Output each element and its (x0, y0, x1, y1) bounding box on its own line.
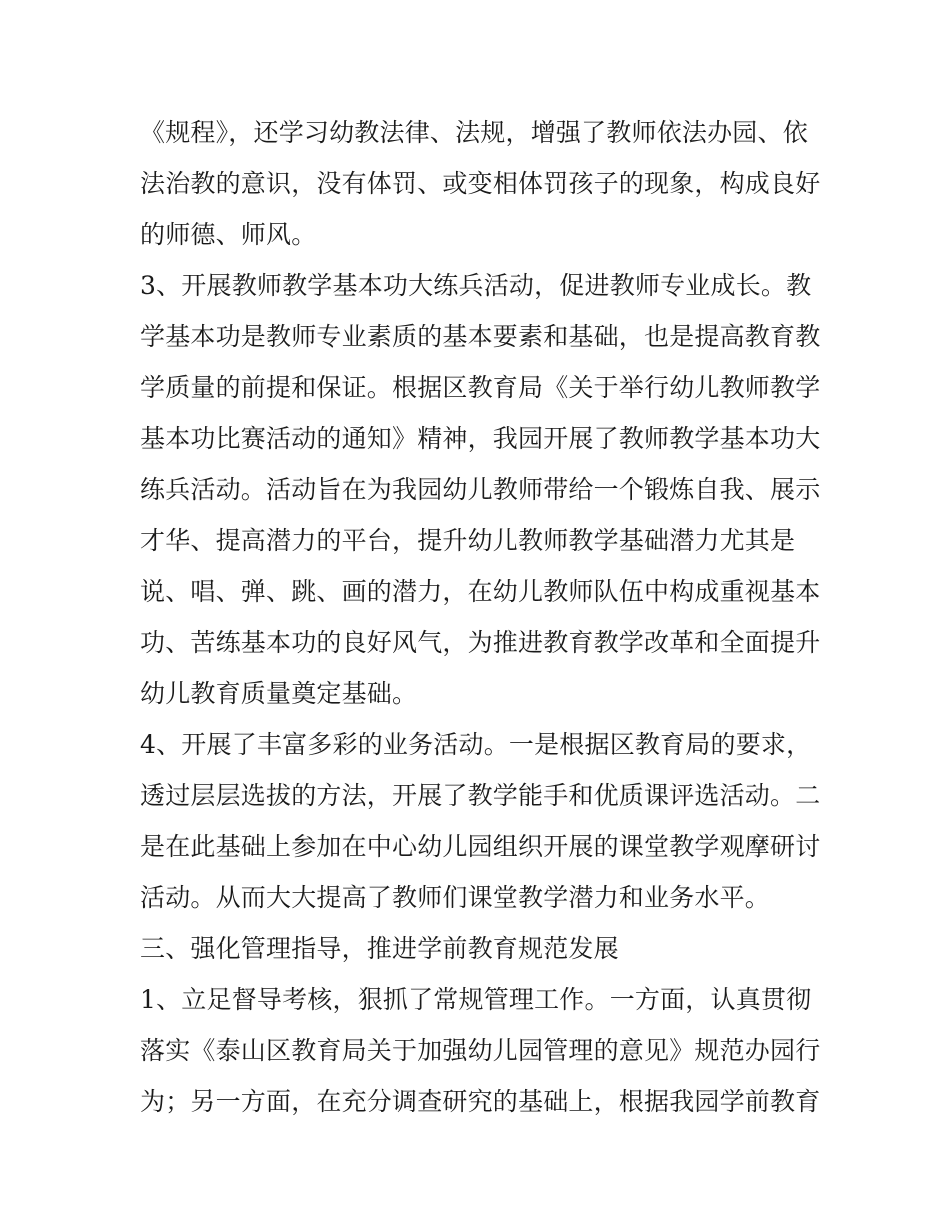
text-line: 落实《泰山区教育局关于加强幼儿园管理的意见》规范办园行 (140, 1036, 821, 1065)
text-line: 幼儿教育质量奠定基础。 (140, 679, 418, 708)
text-line: 学质量的前提和保证。根据区教育局《关于举行幼儿教师教学 (140, 373, 821, 402)
text-line: 3、开展教师教学基本功大练兵活动，促进教师专业成长。教 (140, 271, 812, 300)
text-line: 的师德、师风。 (140, 220, 317, 249)
text-line: 练兵活动。活动旨在为我园幼儿教师带给一个锻炼自我、展示 (140, 475, 821, 504)
text-line: 法治教的意识，没有体罚、或变相体罚孩子的现象，构成良好 (140, 169, 821, 198)
text-line: 4、开展了丰富多彩的业务活动。一是根据区教育局的要求， (140, 730, 812, 759)
text-line: 说、唱、弹、跳、画的潜力，在幼儿教师队伍中构成重视基本 (140, 577, 821, 606)
text-line: 《规程》，还学习幼教法律、法规，增强了教师依法办园、依 (140, 118, 808, 147)
text-line: 活动。从而大大提高了教师们课堂教学潜力和业务水平。 (140, 883, 771, 912)
text-line: 才华、提高潜力的平台，提升幼儿教师教学基础潜力尤其是 (140, 526, 796, 555)
text-line: 透过层层选拔的方法，开展了教学能手和优质课评选活动。二 (140, 781, 821, 810)
text-line: 是在此基础上参加在中心幼儿园组织开展的课堂教学观摩研讨 (140, 832, 821, 861)
section-heading: 三、强化管理指导，推进学前教育规范发展 (140, 934, 619, 963)
text-line: 为；另一方面，在充分调查研究的基础上，根据我园学前教育 (140, 1087, 821, 1116)
text-line: 功、苦练基本功的良好风气，为推进教育教学改革和全面提升 (140, 628, 821, 657)
text-line: 基本功比赛活动的通知》精神，我园开展了教师教学基本功大 (140, 424, 821, 453)
text-line: 学基本功是教师专业素质的基本要素和基础，也是提高教育教 (140, 322, 821, 351)
body-text (140, 107, 821, 1127)
text-line: 1、立足督导考核，狠抓了常规管理工作。一方面，认真贯彻 (140, 985, 812, 1014)
